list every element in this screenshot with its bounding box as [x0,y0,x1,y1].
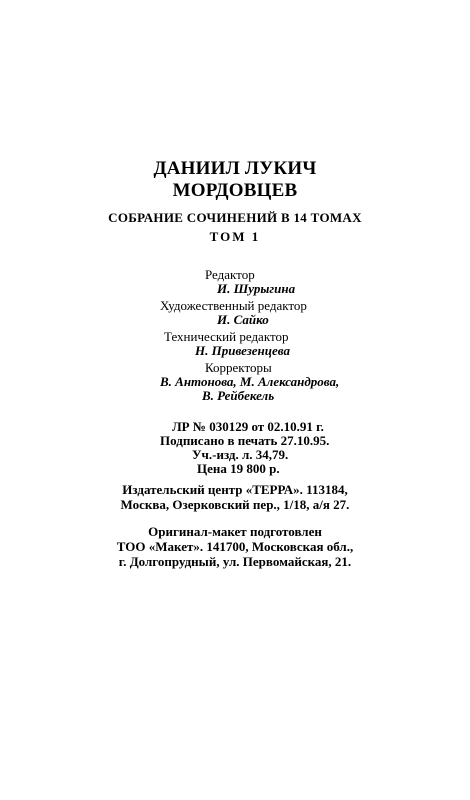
tech-editor-role: Технический редактор [164,329,289,344]
proofreaders-names-line2: В. Рейбекель [202,388,275,403]
credits-block [160,268,400,403]
layout-origin-info [0,524,470,569]
publisher-line2: Москва, Озерковский пер., 1/18, а/я 27. [120,497,350,512]
art-editor-role: Художественный редактор [160,298,307,313]
art-editor-name: И. Сайко [217,312,269,327]
publisher-info [0,482,470,512]
volume-number: ТОМ 1 [209,229,261,244]
author-first-name: ДАНИИЛ ЛУКИЧ [153,158,317,179]
layout-origin-line3: г. Долгопрудный, ул. Первомайская, 21. [118,554,352,569]
publisher-sheets: Уч.-изд. л. 34,79. [192,447,289,462]
proofreaders-role: Корректоры [205,360,272,375]
publication-details [160,420,329,476]
publisher-line1: Издательский центр «ТЕРРА». 113184, [122,482,348,497]
collection-title: СОБРАНИЕ СОЧИНЕНИЙ В 14 ТОМАХ [108,210,362,225]
author-last-name: МОРДОВЦЕВ [172,180,298,201]
signed-to-print: Подписано в печать 27.10.95. [160,433,330,448]
license-number: ЛР № 030129 от 02.10.91 г. [172,419,324,434]
layout-origin-line2: ТОО «Макет». 141700, Московская обл., [116,539,354,554]
layout-origin-line1: Оригинал-макет подготовлен [148,524,322,539]
tech-editor-name: Н. Привезенцева [195,343,290,358]
editor-role: Редактор [205,267,255,282]
proofreaders-names-line1: В. Антонова, М. Александрова, [160,374,340,389]
editor-name: И. Шурыгина [217,281,296,296]
price: Цена 19 800 р. [197,461,280,476]
